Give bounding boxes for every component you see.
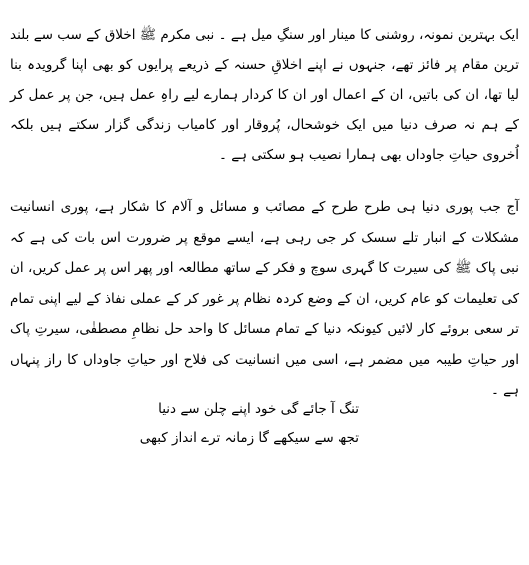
paragraph-world-problems: آج جب پوری دنیا ہی طرح طرح کے مصائب و مسائل و آلام کا شکار ہے، پوری انسانیت مشکلات کے انبار تلے سسک کر جی رہی ہے، ایسے موقع پر ضرورت اس بات کی ہے کہ نبی پاک ﷺ کی سیرت کا گہری سوچ و فکر کے ساتھ مطالعہ اور پھر اس پر عمل کریں، ان کی تعلیمات کو عام کریں، ان کے وضع کردہ نظام پر غور کر کے عملی نفاذ کے لیے اپنی تمام تر سعی بروئے کار لائیں کیونکہ دنیا کے تمام مسائل کا واحد حل نظامِ مصطفٰی، سیرتِ پاک اور حیاتِ طیبہ میں مضمر ہے، اسی میں انسانیت کی فلاح اور حیاتِ جاوداں کا راز پنہاں ہے ۔ — [10, 199, 519, 398]
verse-line-2: تجھ سے سیکھے گا زمانہ ترے انداز کبھی — [139, 430, 359, 446]
verse-line-1: تنگ آ جائے گی خود اپنے چلن سے دنیا — [158, 401, 359, 417]
paragraph-prophet-character: ایک بہترین نمونہ، روشنی کا مینار اور سنگِ میل ہے ۔ نبی مکرم ﷺ اخلاق کے سب سے بلند ترین مقام پر فائز تھے، جنہوں نے اپنے اخلاقِ حسنہ کے ذریعے پرایوں کو بھی اپنا گرویدہ بنا لیا تھا، ان کی باتیں، ان کے اعمال اور ان کا کردار ہمارے لیے راہِ عمل ہیں، جن پر عمل کر کے ہم نہ صرف دنیا میں ایک خوشحال، پُروقار اور کامیاب زندگی گزار سکتے ہیں بلکہ اُخروی حیاتِ جاوداں بھی ہمارا نصیب ہو سکتی ہے ۔ — [10, 27, 519, 163]
